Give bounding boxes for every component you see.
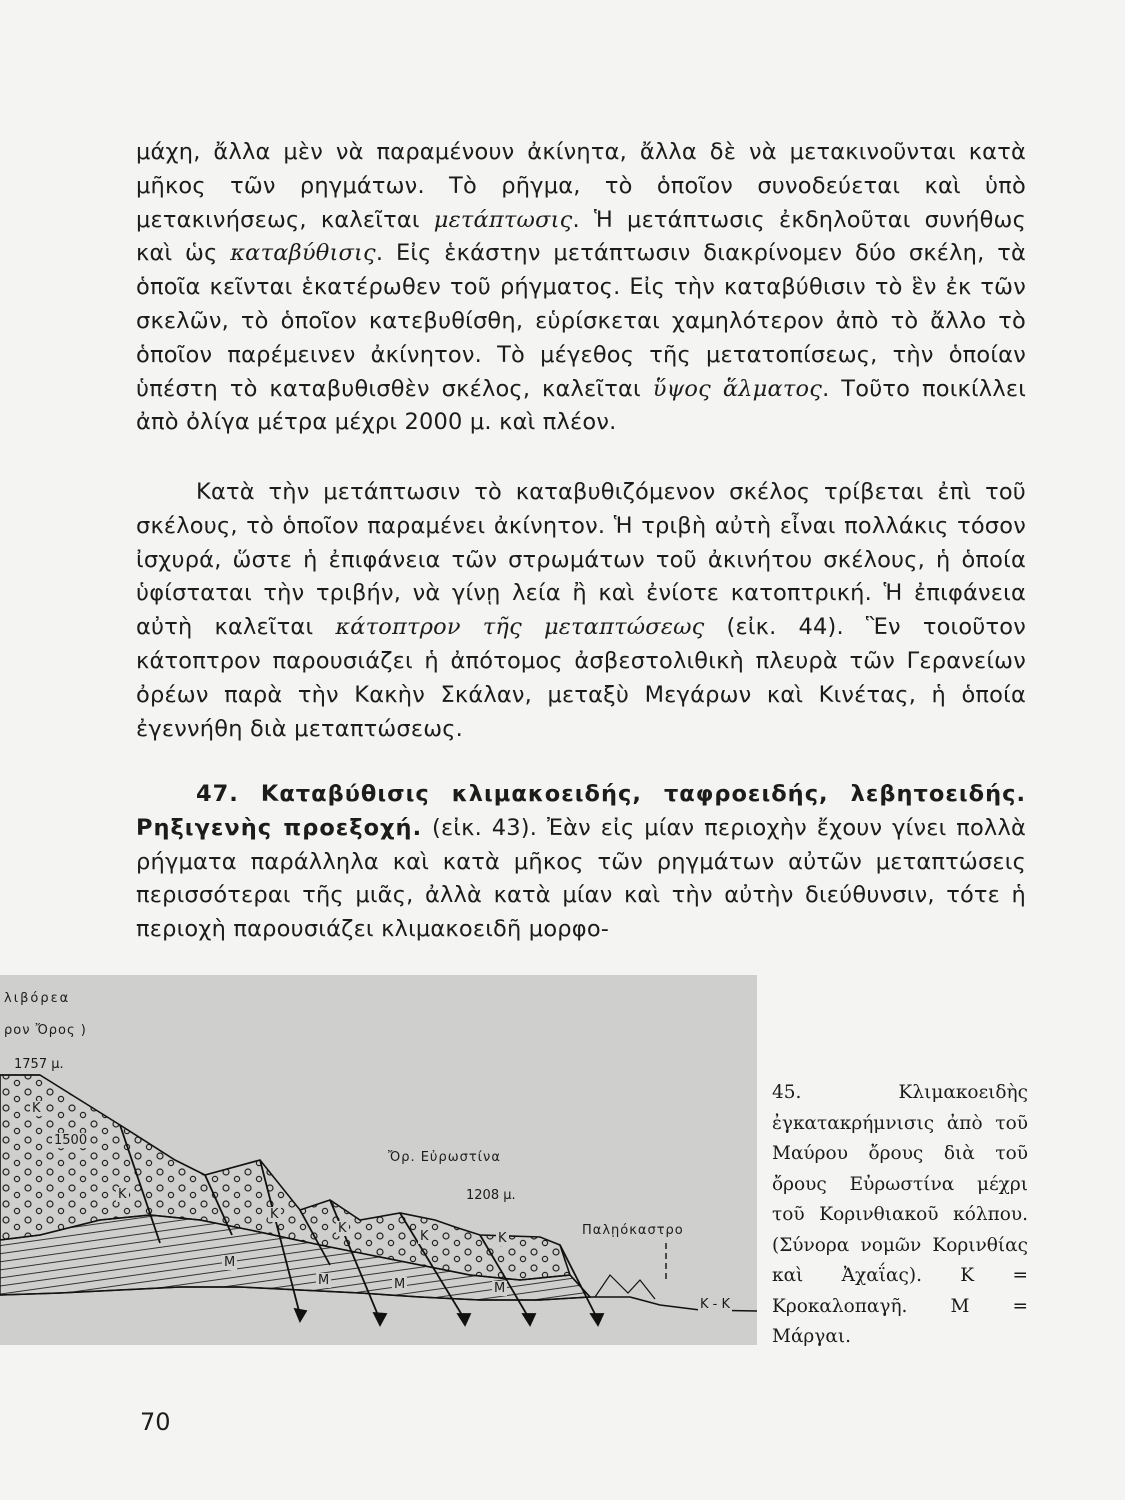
geological-cross-section-figure xyxy=(0,975,757,1345)
cross-section-drawing xyxy=(0,975,757,1345)
label-k: Κ xyxy=(420,1229,429,1244)
section-heading: 47. Καταβύθισις κλιμακοειδής, ταφροειδής, λεβητοειδής. Ρηξιγενὴς προεξοχή. xyxy=(136,781,1026,841)
paragraph-1-text-g: . Τοῦτο ποικίλλει ἀπὸ ὀλίγα μέτρα μέχρι 2000 μ. καὶ πλέον. xyxy=(136,375,1027,436)
term-katoptron: κάτοπτρον τῆς μεταπτώσεως xyxy=(335,614,705,641)
paragraph-1-text-e: . Εἰς ἑκάστην μετάπτωσιν διακρίνομεν δύο σκέλη, τὰ ὁποῖα κεῖνται ἑκατέρωθεν τοῦ ρήγματος. Εἰς τὴν καταβύθισιν τὸ ἓν ἐκ τῶν σκελῶν, τὸ ὁποῖον κατεβυθίσθη, εὑρίσκεται χαμηλότερον ἀπὸ τὸ ἄλλο τὸ ὁποῖον παρέμεινεν ἀκίνητον. Τὸ μέγεθος τῆς μετατοπίσεως, τὴν ὁποίαν ὑπέστη τὸ καταβυθισθὲν σκέλος, καλεῖται xyxy=(136,240,1026,402)
label-palaiokastro: Παλῃόκαστρο xyxy=(582,1223,684,1238)
label-m: Μ xyxy=(318,1273,330,1288)
paragraph-1-text-c: . Ἡ μετάπτωσις ἐκδηλοῦται συνήθως καὶ ὡς xyxy=(136,206,1026,267)
page-number: 70 xyxy=(140,1408,171,1436)
label-m: Μ xyxy=(394,1277,406,1292)
term-katavythisis: καταβύθισις xyxy=(230,240,376,267)
paragraph-2-text-a: Κατὰ τὴν μετάπτωσιν τὸ καταβυθιζόμενον σκέλος τρίβεται ἐπὶ τοῦ σκέλους, τὸ ὁποῖον παραμένει ἀκίνητον. Ἡ τριβὴ αὐτὴ εἶναι πολλάκις τόσον ἰσχυρά, ὥστε ἡ ἐπιφάνεια τῶν στρωμάτων τοῦ ἀκινήτου σκέλους, ἡ ὁποία ὑφίσταται τὴν τριβήν, νὰ γίνῃ λεία ἢ καὶ ἐνίοτε κατοπτρική. Ἡ ἐπιφάνεια αὐτὴ καλεῖται xyxy=(136,479,1026,641)
label-1500: 1500 xyxy=(54,1133,88,1148)
label-k: Κ xyxy=(118,1187,127,1202)
figure-caption: 45. Κλιμακοειδὴς ἐγκατακρήμνισις ἀπὸ τοῦ Μαύρου ὄρους διὰ τοῦ ὄρους Εὐρωστίνα μέχρι τοῦ Κορινθιακοῦ κόλπου. (Σύνορα νομῶν Κορινθίας καὶ Ἀχαΐας). Κ = Κροκαλοπαγῆ. Μ = Μάργαι. xyxy=(772,1082,1028,1347)
label-evrostina: Ὄρ. Εὐρωστίνα xyxy=(388,1150,501,1165)
label-k: Κ xyxy=(270,1207,279,1222)
label-1757: 1757 μ. xyxy=(14,1057,64,1072)
label-m: Μ xyxy=(494,1281,506,1296)
term-ypsos-almatos: ὕψος ἅλματος xyxy=(652,375,823,402)
label-k-k: Κ - Κ xyxy=(700,1297,731,1312)
paragraph-1 xyxy=(136,136,1026,440)
paragraph-2 xyxy=(136,476,1026,746)
label-k: Κ xyxy=(32,1101,41,1116)
label-1208: 1208 μ. xyxy=(466,1188,516,1203)
paragraph-2-text-c: (εἰκ. 44). Ἓν τοιοῦτον κάτοπτρον παρουσιάζει ἡ ἀπότομος ἀσβεστολιθικὴ πλευρὰ τῶν Γερανείων ὀρέων παρὰ τὴν Κακὴν Σκάλαν, μεταξὺ Μεγάρων καὶ Κινέτας, ἡ ὁποία ἐγεννήθη διὰ μεταπτώσεως. xyxy=(136,614,1027,742)
paragraph-3 xyxy=(136,778,1026,947)
paragraph-3-text: (εἰκ. 43). Ἐὰν εἰς μίαν περιοχὴν ἔχουν γίνει πολλὰ ρήγματα παράλληλα καὶ κατὰ μῆκος τῶν ρηγμάτων αὐτῶν μεταπτώσεις περισσότεραι τῆς μιᾶς, ἀλλὰ κατὰ μίαν καὶ τὴν αὐτὴν διεύθυνσιν, τότε ἡ περιοχὴ παρουσιάζει κλιμακοειδῆ μορφο- xyxy=(136,814,1026,943)
term-metaptosis: μετάπτωσις xyxy=(433,206,573,233)
paragraph-1-text-a: μάχη, ἄλλα μὲν νὰ παραμένουν ἀκίνητα, ἄλλα δὲ νὰ μετακινοῦνται κατὰ μῆκος τῶν ρηγμάτων. Τὸ ρῆγμα, τὸ ὁποῖον συνοδεύεται καὶ ὑπὸ μετακινήσεως, καλεῖται xyxy=(136,139,1026,233)
label-kalivrea: λιβόρεα xyxy=(4,991,71,1006)
label-k: Κ xyxy=(338,1221,347,1236)
label-oros: ρον Ὄρος ) xyxy=(4,1023,87,1038)
label-k: Κ xyxy=(498,1231,507,1246)
label-m: Μ xyxy=(224,1255,236,1270)
